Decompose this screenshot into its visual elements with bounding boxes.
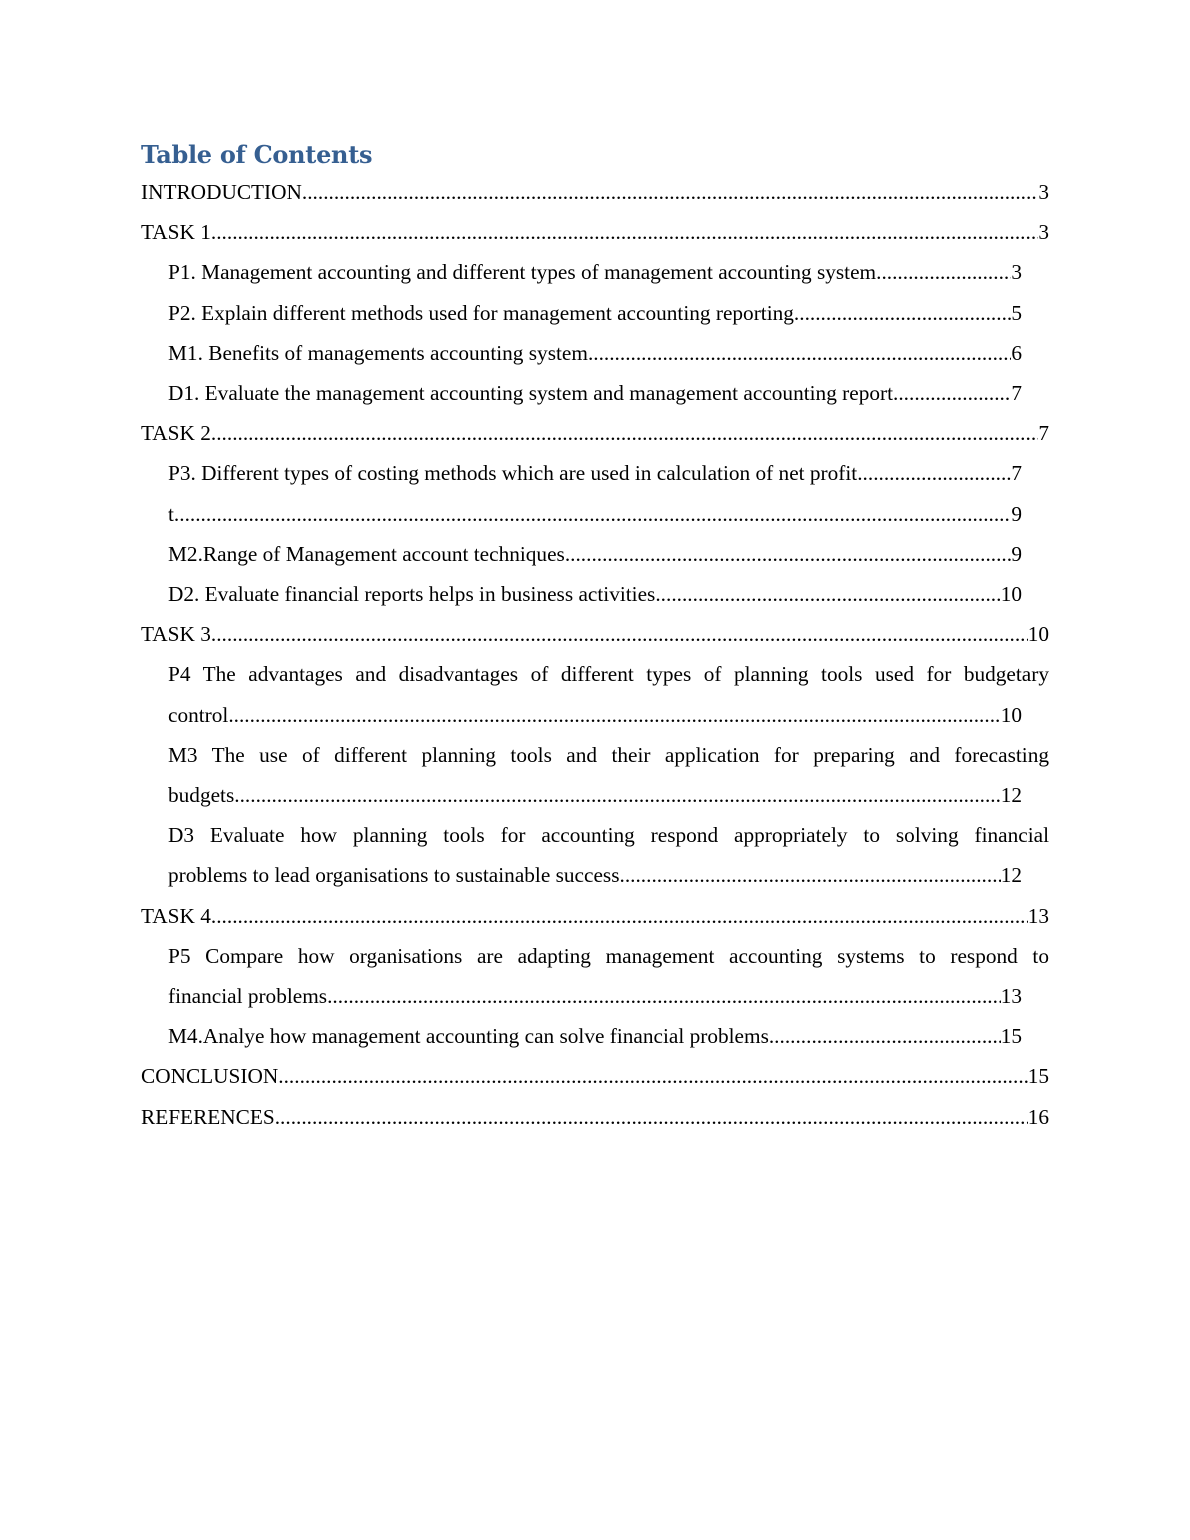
toc-entry-label: INTRODUCTION	[141, 180, 302, 204]
toc-leader-dots	[588, 333, 1011, 373]
toc-leader-dots	[794, 293, 1011, 333]
toc-title: Table of Contents	[141, 140, 373, 169]
toc-entry-page: 7	[1011, 381, 1022, 406]
toc-entry-label: CONCLUSION	[141, 1064, 279, 1089]
toc-entry-page: 7	[1011, 461, 1022, 486]
toc-entry-label-line2: budgets	[168, 783, 235, 808]
toc-entry-label: D1. Evaluate the management accounting system and management accounting report	[168, 381, 894, 406]
toc-entry-introduction[interactable]	[141, 172, 1049, 212]
toc-entry-p5[interactable]	[141, 936, 1049, 1016]
toc-leader-dots	[565, 534, 1012, 574]
toc-entry-d3[interactable]	[141, 815, 1049, 895]
toc-entry-label: TASK 3	[141, 622, 211, 647]
toc-entry-label-line2: problems to lead organisations to sustainable success	[168, 863, 620, 888]
toc-leader-dots	[769, 1016, 1001, 1056]
toc-entry-m2[interactable]	[141, 534, 1049, 574]
toc-leader-dots	[278, 1056, 1027, 1096]
toc-entry-page: 15	[1000, 1024, 1022, 1049]
toc-entry-page: 13	[1027, 903, 1049, 928]
toc-entry-label-line2-row	[168, 855, 1049, 895]
toc-entry-label-line2: control	[168, 702, 229, 727]
toc-leader-dots	[327, 976, 1001, 1016]
toc-entry-page: 7	[1038, 421, 1049, 446]
toc-leader-dots	[655, 574, 1000, 614]
toc-entry-label: P3. Different types of costing methods which are used in calculation of net profit	[168, 461, 858, 486]
toc-entry-task-1[interactable]	[141, 212, 1049, 252]
toc-list	[141, 172, 1049, 1137]
toc-entry-d2[interactable]	[141, 574, 1049, 614]
toc-entry-p1[interactable]	[141, 252, 1049, 292]
toc-entry-references[interactable]	[141, 1097, 1049, 1137]
toc-entry-page: 9	[1011, 501, 1022, 526]
toc-entry-label: D2. Evaluate financial reports helps in business activities	[168, 582, 656, 607]
toc-leader-dots	[234, 775, 1000, 815]
toc-entry-page: 10	[1000, 702, 1022, 727]
toc-leader-dots	[275, 1097, 1028, 1137]
toc-leader-dots	[211, 614, 1028, 654]
toc-entry-page: 10	[1027, 622, 1049, 647]
toc-entry-page: 16	[1027, 1104, 1049, 1129]
toc-entry-task-3[interactable]	[141, 614, 1049, 654]
toc-entry-page: 6	[1011, 340, 1022, 365]
toc-entry-page: 9	[1011, 541, 1022, 566]
toc-entry-label-line2-row	[168, 775, 1049, 815]
toc-entry-m1[interactable]	[141, 333, 1049, 373]
toc-entry-label: REFERENCES	[141, 1104, 275, 1129]
toc-entry-m4[interactable]	[141, 1016, 1049, 1056]
toc-entry-label: TASK 4	[141, 903, 211, 928]
toc-entry-label: M1. Benefits of managements accounting system	[168, 340, 588, 365]
toc-entry-label: t	[168, 501, 174, 526]
toc-entry-p3[interactable]	[141, 453, 1049, 493]
toc-entry-label: M2.Range of Management account techniques	[168, 541, 565, 566]
toc-entry-label: M4.Analye how management accounting can solve financial problems	[168, 1024, 769, 1049]
toc-entry-label-line2: financial problems	[168, 984, 328, 1009]
toc-leader-dots	[302, 172, 1038, 212]
toc-leader-dots	[211, 413, 1038, 453]
toc-leader-dots	[857, 453, 1011, 493]
toc-entry-label: P1. Management accounting and different types of management accounting system	[168, 260, 877, 285]
toc-entry-task-2[interactable]	[141, 413, 1049, 453]
toc-entry-page: 13	[1000, 984, 1022, 1009]
toc-entry-page: 5	[1011, 300, 1022, 325]
document-page	[141, 138, 1049, 1137]
toc-entry-label: TASK 1	[141, 220, 211, 245]
toc-entry-label-line2-row	[168, 695, 1049, 735]
toc-entry-page: 12	[1000, 863, 1022, 888]
toc-entry-t[interactable]	[141, 494, 1049, 534]
toc-entry-page: 3	[1038, 220, 1049, 245]
toc-leader-dots	[876, 252, 1011, 292]
toc-entry-d1[interactable]	[141, 373, 1049, 413]
toc-entry-page: 3	[1011, 260, 1022, 285]
toc-entry-task-4[interactable]	[141, 896, 1049, 936]
toc-entry-label-line1: D3 Evaluate how planning tools for accounting respond appropriately to solving financial	[168, 823, 1049, 848]
toc-entry-m3[interactable]	[141, 735, 1049, 815]
toc-leader-dots	[174, 494, 1011, 534]
toc-entry-conclusion[interactable]	[141, 1056, 1049, 1096]
toc-entry-page: 15	[1027, 1064, 1049, 1089]
toc-entry-label: TASK 2	[141, 421, 211, 446]
toc-entry-label-line2-row	[168, 976, 1049, 1016]
toc-entry-label-line1: P4 The advantages and disadvantages of different types of planning tools used for budgetary	[168, 662, 1049, 687]
toc-leader-dots	[893, 373, 1011, 413]
toc-entry-page: 3	[1038, 180, 1049, 204]
toc-entry-label-line1: M3 The use of different planning tools and their application for preparing and forecasting	[168, 742, 1049, 767]
toc-entry-p2[interactable]	[141, 293, 1049, 333]
toc-leader-dots	[620, 855, 1001, 895]
toc-entry-label-line1: P5 Compare how organisations are adapting management accounting systems to respond to	[168, 943, 1049, 968]
toc-entry-page: 12	[1000, 783, 1022, 808]
toc-entry-label: P2. Explain different methods used for management accounting reporting	[168, 300, 794, 325]
toc-leader-dots	[211, 896, 1028, 936]
toc-entry-page: 10	[1000, 582, 1022, 607]
toc-leader-dots	[228, 695, 1000, 735]
toc-entry-p4[interactable]	[141, 654, 1049, 734]
toc-leader-dots	[211, 212, 1038, 252]
